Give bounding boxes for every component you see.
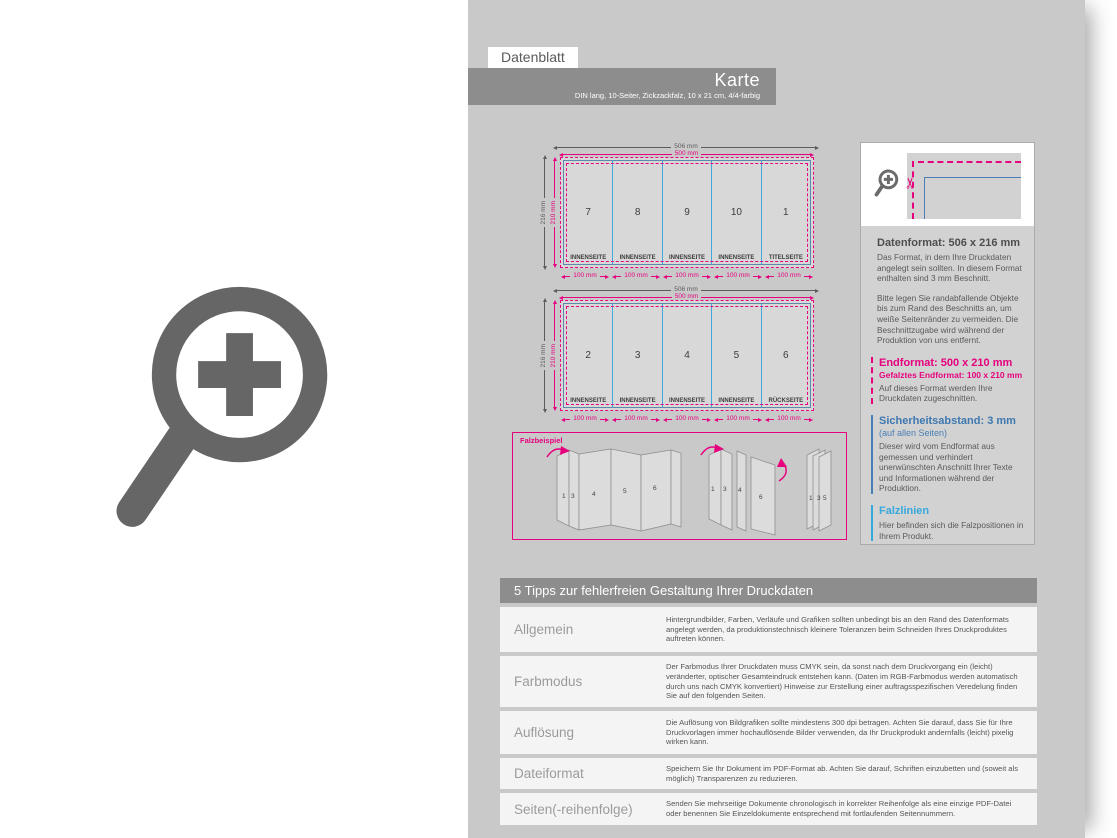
trim-line-h: [924, 177, 1021, 178]
sicherheitsabstand-subheading: (auf allen Seiten): [879, 427, 948, 438]
tip-text: Der Farbmodus Ihrer Druckdaten muss CMYK sein, da sonst nach dem Druckvorgang ein (leicht) veränderter, optischer Gesamteindruck entstehen kann. (Daten im RGB-Farbmodus werden automatisch durch uns nach CMYK konvertiert) Hinweise zur Erstellung einer auftragsspezifischen Veredelung finden Sie auf den folgenden Seiten.: [666, 661, 1018, 701]
tip-text: Hintergrundbilder, Farben, Verläufe und Grafiken sollten unbedingt bis an den Rand des Datenformats angelegt werden, da produktionstechnisch kleinere Toleranzen beim Schneiden Ihres Druckproduktes auftreten können.: [666, 614, 1009, 644]
tip-label: Auflösung: [514, 725, 575, 740]
tip-label: Allgemein: [514, 622, 574, 637]
falzlinien-heading: Falzlinien: [879, 504, 930, 517]
dim-data-height: 216 mm: [540, 298, 549, 413]
page-subtitle: DIN lang, 10-Seiter, Zickzackfalz, 10 x 21 cm, 4/4-farbig: [574, 91, 760, 100]
section-falzlinien: [871, 505, 1025, 541]
tip-text: Speichern Sie Ihr Dokument im PDF-Format ab. Achten Sie darauf, Schriften einzubetten und (soweit als möglich) Transparenzen zu reduzieren.: [666, 763, 1019, 783]
table-row: [500, 711, 1037, 754]
fold-page-number: 6: [759, 494, 763, 501]
page-panel: 7 INNENSEITE: [570, 207, 607, 261]
corner-detail: [902, 153, 1021, 219]
section-sicherheitsabstand: [871, 415, 1025, 494]
fold-page-number: 3: [723, 486, 727, 493]
panel-width-dims: 100 mm 100 mm 100 mm 100 mm 100 mm: [561, 415, 813, 424]
tip-text: Senden Sie mehrseitige Dokumente chronologisch in korrekter Reihenfolge als eine einzige PDF-Datei oder benennen Sie Einzeldokumente entsprechend mit fortlaufenden Seitennummern.: [666, 799, 1012, 818]
endformat-subheading: Gefalztes Endformat: 100 x 210 mm: [879, 369, 1023, 380]
zoom-plus-icon[interactable]: [100, 282, 345, 550]
tips-table: [500, 607, 1037, 829]
scissors-icon: ✂: [902, 176, 920, 190]
bleed-outline: [560, 300, 814, 411]
fold-page-number: 3: [817, 495, 821, 502]
datasheet-page: [468, 0, 1085, 838]
zoom-plus-icon-small: [873, 169, 900, 199]
trim-line-v: [924, 177, 925, 219]
fold-page-number: 1: [711, 486, 715, 493]
fold-page-number: 6: [653, 485, 657, 492]
fold-page-number: 4: [592, 491, 596, 498]
bleed-detail-preview: [861, 143, 1034, 226]
endformat-body: Auf dieses Format werden Ihre Druckdaten zugeschnitten.: [879, 382, 993, 404]
tip-text: Die Auflösung von Bildgrafiken sollte mindestens 300 dpi betragen. Achten Sie darauf, dass Sie für Ihre Druckvorlagen immer hochauflösende Bilder verwenden, da Ihr Druckprodukt andernfalls (leicht) pixelig wirken kann.: [666, 717, 1014, 747]
sheet-diagram-back: [540, 286, 814, 423]
page-panel: 5 INNENSEITE: [711, 304, 760, 407]
sicherheitsabstand-heading: Sicherheitsabstand: 3 mm: [879, 414, 1016, 427]
page-panel: 10 INNENSEITE: [711, 161, 760, 264]
page-panel: 9 INNENSEITE: [662, 161, 711, 264]
trim-outline: [563, 303, 811, 408]
table-row: [500, 656, 1037, 707]
page-panel: 4 INNENSEITE: [662, 304, 711, 407]
table-row: [500, 793, 1037, 825]
dim-data-width: 506 mm: [553, 286, 819, 295]
bleed-outline: [560, 157, 814, 268]
fold-page-number: 1: [809, 495, 813, 502]
tip-label: Farbmodus: [514, 674, 583, 689]
page-panel: 3 INNENSEITE: [612, 304, 661, 407]
falzlinien-body: Hier befinden sich die Falzpositionen in Ihrem Produkt.: [879, 519, 1024, 541]
dim-data-width: 506 mm: [553, 143, 819, 152]
fold-page-number: 1: [562, 493, 566, 500]
fold-page-number: 5: [623, 488, 627, 495]
dim-data-height: 216 mm: [540, 155, 549, 270]
title-bar: [468, 68, 776, 105]
info-column: [860, 142, 1035, 545]
datenformat-body1: Das Format, in dem Ihre Druckdaten angelegt sein sollten. In diesem Format enthalten sind 3 mm Beschnitt.: [877, 252, 1022, 284]
section-endformat: [871, 357, 1025, 404]
dim-end-width: 500 mm: [559, 150, 814, 159]
page-panel: 2 INNENSEITE: [570, 350, 607, 404]
endformat-heading: Endformat: 500 x 210 mm: [879, 356, 1013, 369]
fold-illustration: [513, 441, 846, 539]
dim-end-height: 210 mm: [550, 157, 559, 268]
table-row: [500, 607, 1037, 652]
bleed-line-h: [918, 161, 1021, 163]
sicherheitsabstand-body: Dieser wird vom Endformat aus gemessen und verhindert unerwünschten Anschnitt Ihrer Texte und Informationen während der Produktion.: [879, 440, 1013, 494]
datenformat-heading: Datenformat: 506 x 216 mm: [877, 237, 1021, 249]
sheet-diagram-front: [540, 143, 814, 280]
fold-page-number: 5: [823, 495, 827, 502]
bleed-line-v: [912, 161, 914, 219]
tips-header: 5 Tipps zur fehlerfreien Gestaltung Ihrer Druckdaten: [500, 578, 1037, 603]
panel-width-dims: 100 mm 100 mm 100 mm 100 mm 100 mm: [561, 272, 813, 281]
trim-outline: [563, 160, 811, 265]
page-panel: 1 TITELSEITE: [761, 161, 810, 264]
tab-datenblatt[interactable]: Datenblatt: [488, 47, 578, 68]
fold-example-label: Falzbeispiel: [520, 436, 563, 445]
page-panel: 6 RÜCKSEITE: [761, 304, 810, 407]
tip-label: Seiten(-reihenfolge): [514, 801, 633, 817]
fold-page-number: 4: [738, 487, 742, 494]
page-panel: 8 INNENSEITE: [612, 161, 661, 264]
table-row: [500, 758, 1037, 789]
dim-end-width: 500 mm: [559, 293, 814, 302]
dim-end-height: 210 mm: [550, 300, 559, 411]
datenformat-body2: Bitte legen Sie randabfallende Objekte bis zum Rand des Beschnitts an, um weiße Seitenränder zu vermeiden. Die Beschnittzugabe wird während der Produktion von uns entfernt.: [877, 292, 1019, 346]
section-datenformat: [871, 237, 1025, 346]
info-text: [861, 226, 1034, 544]
fold-page-number: 3: [571, 493, 575, 500]
page-title: Karte: [714, 70, 760, 90]
tip-label: Dateiformat: [514, 766, 584, 781]
fold-example-box: [512, 432, 847, 540]
